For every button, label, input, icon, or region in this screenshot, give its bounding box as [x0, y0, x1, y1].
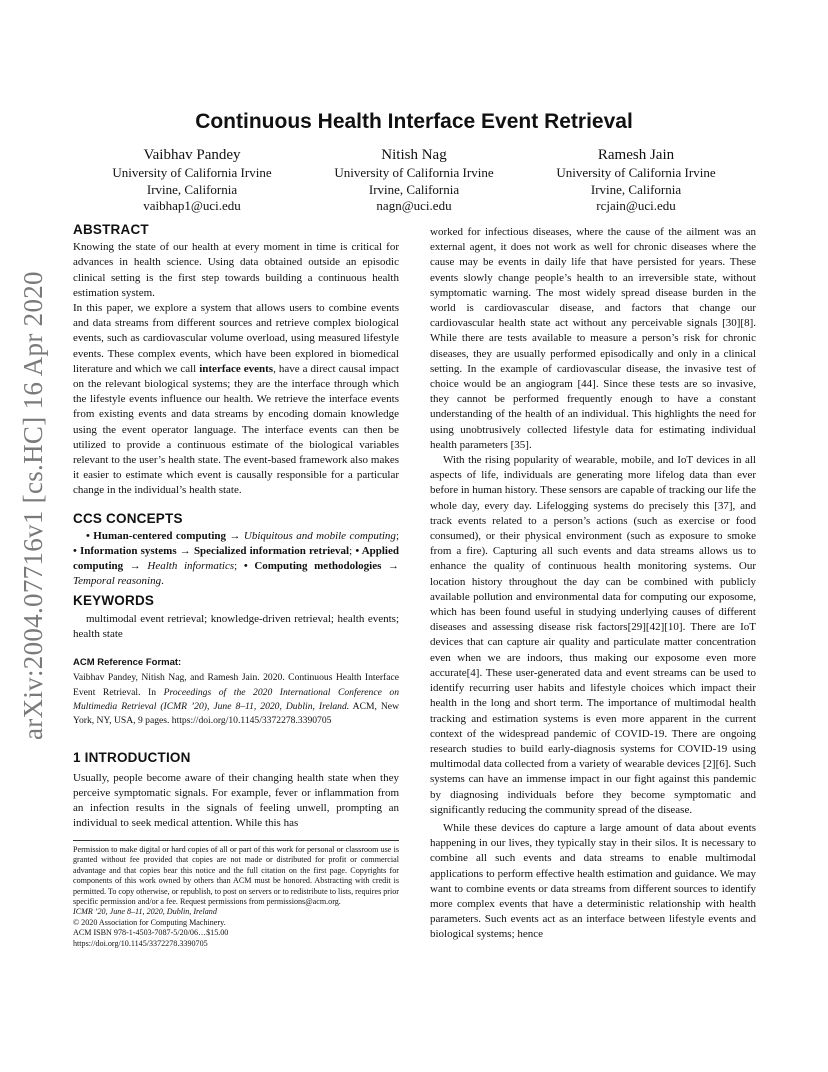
paper-title: Continuous Health Interface Event Retrieval — [195, 110, 633, 133]
body-paragraph: While these devices do capture a large amount of data about events happening in our lives, they typically stay in their silos. It is necessary to combine all such events and data streams to enable multimodal applications to perform effective health estimation and guidance. We may want to combine events or data streams from different sources to identify more complex events that have a deterministic relationship with health parameters. Such events act as an interface between lifestyle events and biological systems; hence — [430, 821, 756, 941]
author-location: Irvine, California — [146, 181, 238, 197]
ccs-concepts: • Human-centered computing → Ubiquitous and mobile computing; • Information systems → Specialized information retrieval; • Applied computing → Health informatics; • Computing methodologies → Temporal reasoning. — [73, 529, 400, 588]
author-email: rcjain@uci.edu — [596, 198, 676, 213]
keywords-text: multimodal event retrieval; knowledge-driven retrieval; health events; health state — [73, 612, 399, 641]
author-block — [526, 146, 746, 215]
author-block — [82, 146, 302, 215]
acm-reference-text: Vaibhav Pandey, Nitish Nag, and Ramesh Jain. 2020. Continuous Health Interface Event Retrieval. In Proceedings of the 2020 International Conference on Multimedia Retrieval (ICMR ’20), June 8–11, 2020, Dublin, Ireland. ACM, New York, NY, USA, 9 pages. https://doi.org/10.1145/3372278.3390705 — [73, 672, 400, 727]
copyright-footnote — [73, 840, 399, 949]
conference-info: ICMR ’20, June 8–11, 2020, Dublin, Ireland — [73, 907, 217, 917]
author-affiliation: University of California Irvine — [112, 165, 272, 180]
author-location: Irvine, California — [590, 181, 682, 197]
author-affiliation: University of California Irvine — [556, 165, 716, 180]
author-block — [304, 146, 524, 215]
abstract-paragraph-2: In this paper, we explore a system that allows users to combine events and data streams from different sources and retrieve complex biological events, such as cardiovascular volume overload, using measured lifestyle events. These complex events, which have been explored in biomedical literature and which we call interface events, have a direct causal impact on the relevant biological systems; they are the interface through which the lifestyle events influence our health. We retrieve the interface events from existing events and data streams by encoding domain knowledge using the event operator language. The interface events can then be utilized to provide a continuous estimate of the biological variables relevant to the user’s health state. The event-based framework also makes it easier to estimate which event is causally responsible for a particular change in the individual’s health state. — [73, 302, 399, 497]
body-paragraph: worked for infectious diseases, where the cause of the ailment was an external agent, it does not work as well for chronic diseases where the cause may be events in daily life that have persisted for years. These events slowly change people’s health to an irreversible state, without symptomatic warning. The most widely spread disease burden in the world is cardiovascular disease, and factors that change our cardiovascular health state act without any perceivable signals [30][8]. While there are tests available to measure a person’s risk for chronic diseases, they are usually performed episodically and only in a clinical setting. In the example of cardiovascular disease, the invasive test of choice would be an angiogram [44]. Since these tests are so invasive, they cannot be performed frequently enough to have a constant understanding of the health of an individual. This highlights the need for using unobtrusively collected lifestyle data for estimating individual health parameters [35]. — [430, 226, 756, 451]
doi-line: https://doi.org/10.1145/3372278.3390705 — [73, 938, 208, 948]
author-email: nagn@uci.edu — [376, 198, 452, 213]
right-column — [430, 225, 756, 943]
author-email: vaibhap1@uci.edu — [143, 198, 241, 213]
body-paragraph: With the rising popularity of wearable, mobile, and IoT devices in all aspects of life, individuals are generating more lifelog data than ever before in human history. These sensors are capable of tracking our life the whole day, every day. Lifelogging systems do precisely this [37], and track events related to a person’s actions (such as exercise or food consumed), or their physical environment (such as exposure to smoke from a fire). Capturing all such events and data streams allows us to enhance the quality of continuous health monitoring systems. Our location history throughout the day can be combined with publicly available pollution and environmental data for computing our exposome, which has been found useful in studying underlying causes of different diseases and assessing disease risk factors[29][42][10]. There are IoT devices that can capture air quality and particulate matter concentration even when we are indoors, thus making our exposome even more accurate[4]. These user-generated data and event streams can be used to identify recurring user habits and lifestyle choices which impact their health in the long and short term. The importance of multimodal health tracking and estimation systems is even more apparent in the current context of the widespread pandemic of COVID-19. There are ongoing research studies to build early-diagnosis systems for COVID-19 using multimodal data collected from a variety of wearable devices [2][6]. Such systems can have an immense impact in our fight against this pandemic by diagnosing individuals before they become symptomatic and significantly reducing the community spread of the disease. — [430, 454, 756, 816]
left-column — [73, 222, 399, 832]
author-name: Nitish Nag — [381, 147, 447, 163]
author-name: Ramesh Jain — [597, 147, 675, 163]
isbn-line: ACM ISBN 978-1-4503-7087-5/20/06…$15.00 — [73, 928, 229, 938]
author-affiliation: University of California Irvine — [334, 165, 494, 180]
acm-reference-heading: ACM Reference Format: — [73, 657, 182, 669]
introduction-heading: 1 INTRODUCTION — [73, 749, 191, 765]
abstract-paragraph-1: Knowing the state of our health at every moment in time is critical for advances in health science. Using data obtained outside an episodic clinical setting is the first step towards building a continuous health estimation system. — [73, 241, 399, 299]
author-name: Vaibhav Pandey — [143, 147, 241, 163]
ccs-heading: CCS CONCEPTS — [73, 510, 183, 526]
copyright-line: © 2020 Association for Computing Machinery. — [73, 917, 226, 927]
keywords-heading: KEYWORDS — [73, 592, 155, 608]
introduction-paragraph-1: Usually, people become aware of their changing health state when they perceive symptomatic signals. For example, fever or inflammation from an infection results in the signals of feeling unwell, prompting an individual to seek medical attention. While this has — [73, 771, 399, 830]
author-location: Irvine, California — [368, 181, 460, 197]
permission-notice: Permission to make digital or hard copies of all or part of this work for personal or classroom use is granted without fee provided that copies are not made or distributed for profit or commercial advantage and that copies bear this notice and the full citation on the first page. Copyrights for components of this work owned by others than ACM must be honored. Abstracting with credit is permitted. To copy otherwise, or republish, to post on servers or to redistribute to lists, requires prior specific permission and/or a fee. Request permissions from permissions@acm.org. — [73, 845, 399, 907]
abstract-heading: ABSTRACT — [73, 222, 149, 237]
arxiv-watermark: arXiv:2004.07716v1 [cs.HC] 16 Apr 2020 — [18, 271, 48, 740]
